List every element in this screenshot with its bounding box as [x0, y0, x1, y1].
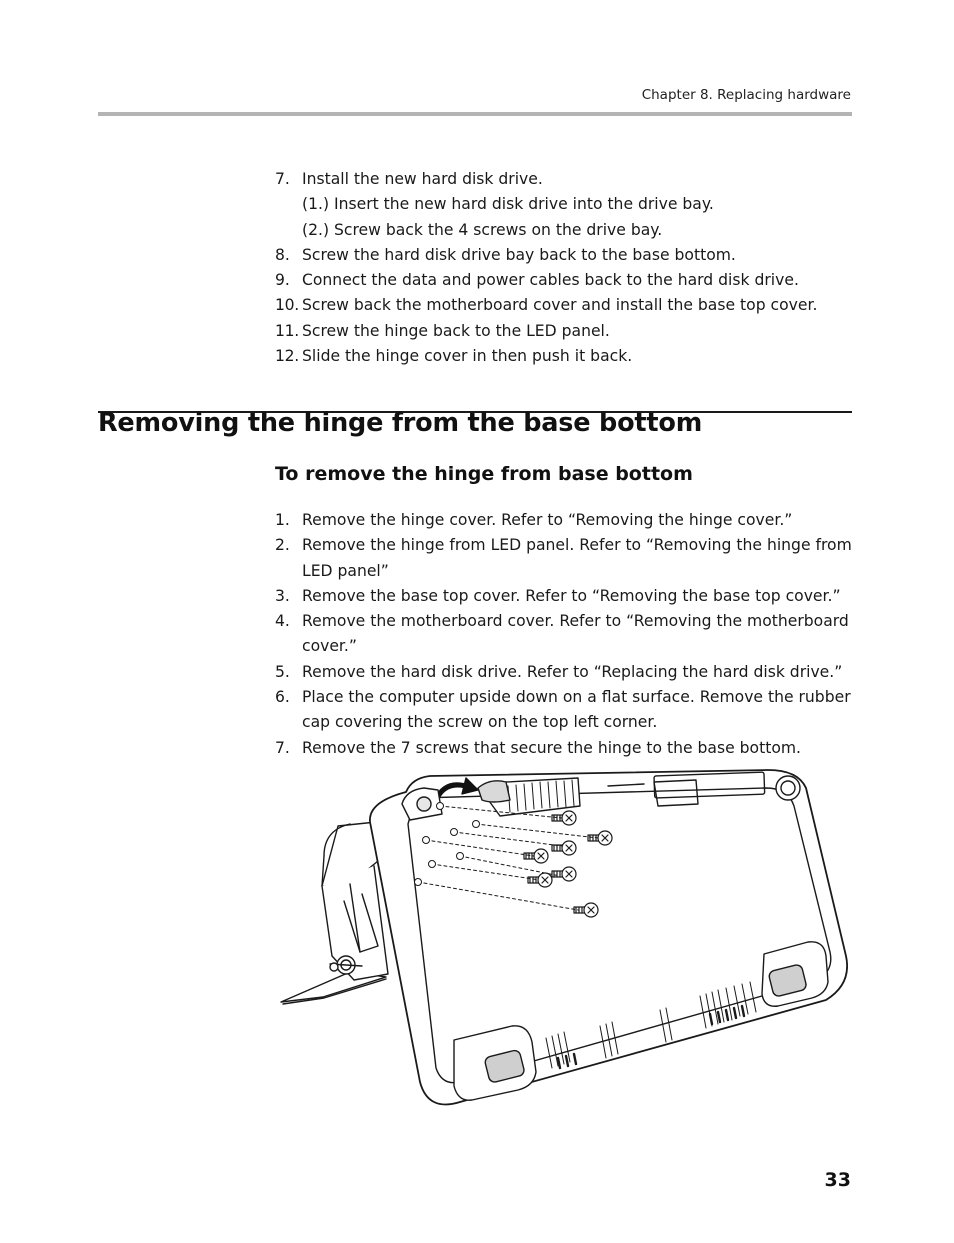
- step-text: Connect the data and power cables back to the hard disk drive.: [302, 271, 799, 290]
- list-item: [275, 293, 855, 318]
- step-text: Remove the motherboard cover. Refer to “Removing the motherboard cover.”: [302, 612, 849, 656]
- list-item: [275, 508, 855, 533]
- step-number: 7.: [275, 738, 290, 757]
- list-item: [275, 167, 855, 243]
- list-item: [275, 268, 855, 293]
- procedure-title: To remove the hinge from base bottom: [275, 463, 693, 485]
- list-item: [275, 319, 855, 344]
- list-item: [275, 584, 855, 609]
- step-text: Remove the base top cover. Refer to “Removing the base top cover.”: [302, 586, 841, 605]
- section-title: Removing the hinge from the base bottom: [98, 408, 703, 438]
- step-text: Remove the hinge cover. Refer to “Removing the hinge cover.”: [302, 511, 793, 529]
- list-item: [275, 660, 855, 685]
- step-substep: (2.) Screw back the 4 screws on the drive bay.: [302, 220, 663, 239]
- step-number: 6.: [275, 688, 290, 707]
- step-list-install: [275, 167, 855, 369]
- list-item: [275, 533, 855, 584]
- step-text: Screw the hinge back to the LED panel.: [302, 321, 610, 340]
- hinge-removal-illustration: [278, 766, 848, 1112]
- rubber-foot-left: [454, 1026, 536, 1100]
- step-text: Remove the hard disk drive. Refer to “Replacing the hard disk drive.”: [302, 662, 843, 681]
- step-number: 8.: [275, 245, 290, 264]
- step-text: Screw the hard disk drive bay back to the base bottom.: [302, 245, 736, 264]
- list-item: [275, 736, 855, 761]
- hinge-stand: [281, 822, 388, 1004]
- step-number: 10.: [275, 296, 299, 315]
- step-number: 12.: [275, 347, 299, 366]
- step-number: 7.: [275, 170, 290, 188]
- step-text: Slide the hinge cover in then push it back.: [302, 347, 633, 366]
- step-number: 5.: [275, 662, 290, 681]
- step-text: Place the computer upside down on a flat surface. Remove the rubber cap covering the screw on the top left corner.: [302, 688, 851, 732]
- step-text: Remove the hinge from LED panel. Refer to “Removing the hinge from LED panel”: [302, 536, 852, 580]
- step-text: Install the new hard disk drive.: [302, 170, 543, 188]
- step-number: 2.: [275, 536, 290, 555]
- step-text: Remove the 7 screws that secure the hinge to the base bottom.: [302, 738, 802, 757]
- base-bottom-body: [370, 770, 847, 1105]
- list-item: [275, 685, 855, 736]
- step-number: 4.: [275, 612, 290, 631]
- step-substep: (1.) Insert the new hard disk drive into the drive bay.: [302, 195, 714, 214]
- list-item: [275, 344, 855, 369]
- step-text: Screw back the motherboard cover and install the base top cover.: [302, 296, 818, 315]
- running-header: Chapter 8. Replacing hardware: [641, 87, 851, 103]
- page-number: 33: [824, 1169, 851, 1191]
- step-list-remove-hinge: [275, 508, 855, 761]
- header-rule: [98, 112, 852, 116]
- list-item: [275, 243, 855, 268]
- step-number: 11.: [275, 321, 299, 340]
- step-number: 1.: [275, 511, 290, 529]
- list-item: [275, 609, 855, 660]
- step-number: 3.: [275, 586, 290, 605]
- step-number: 9.: [275, 271, 290, 290]
